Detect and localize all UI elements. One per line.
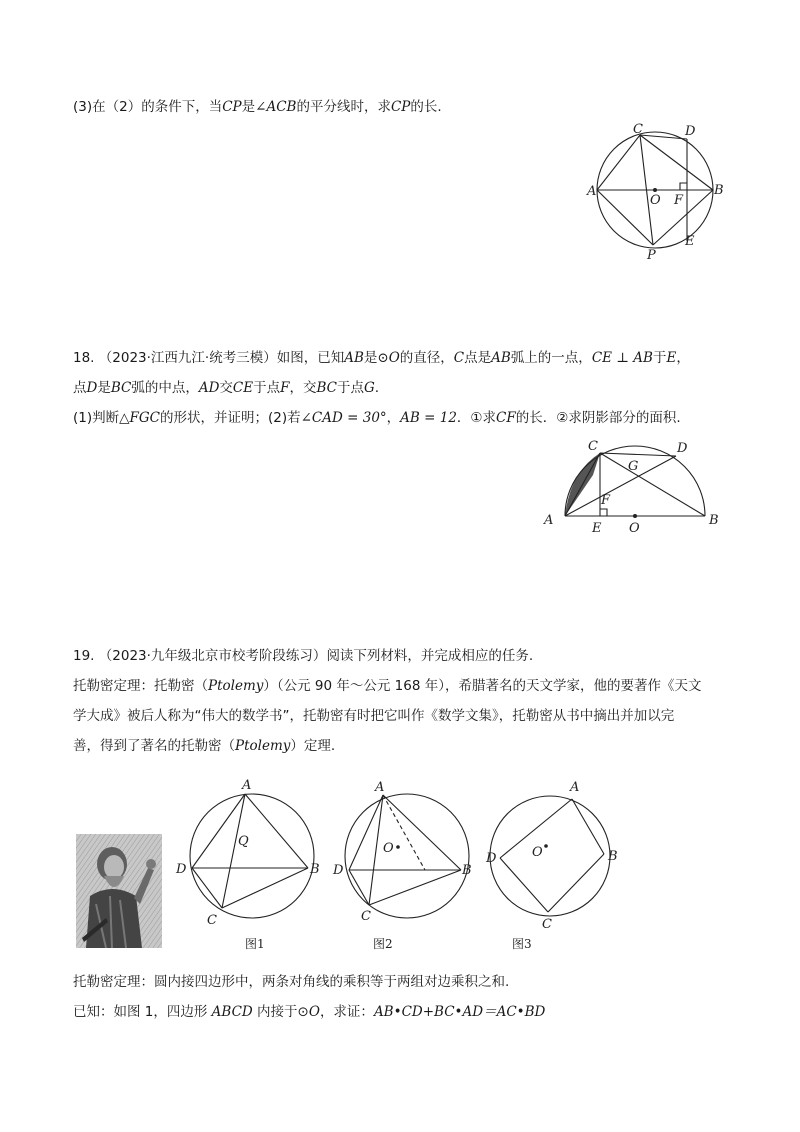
text: ）定理.	[290, 738, 336, 754]
figure-19-3	[480, 774, 640, 956]
text: 是	[97, 380, 111, 396]
label-d: D	[333, 863, 344, 878]
text: 托勒密定理：圆内接四边形中，两条对角线的乘积等于两组对边乘积之和.	[73, 974, 510, 990]
text: 是	[363, 350, 378, 366]
math: ∠CAD = 30°	[300, 410, 387, 426]
figure-19-2	[325, 774, 485, 956]
label-c: C	[633, 122, 643, 137]
math: O	[308, 1004, 320, 1020]
text: 的长．②求阴影部分的面积.	[515, 410, 681, 426]
math: BC	[110, 380, 132, 396]
label-a: A	[570, 780, 580, 795]
label-d: D	[685, 124, 696, 139]
math-cp: CP	[390, 99, 411, 115]
text: ，	[676, 350, 690, 366]
label-a: A	[242, 778, 252, 793]
text: .	[374, 380, 380, 396]
text: ．①求	[456, 410, 497, 426]
math: Ptolemy	[235, 738, 291, 754]
p19-known	[73, 1002, 545, 1022]
label-b: B	[709, 513, 719, 528]
ptolemy-engraving-icon	[76, 834, 162, 948]
p18-line3	[73, 408, 681, 428]
math: CE	[232, 380, 254, 396]
figure-caption: 图2	[373, 937, 393, 951]
label-c: C	[542, 917, 552, 932]
math: F	[280, 380, 290, 396]
math: ABCD	[211, 1004, 253, 1020]
p19-line2	[73, 676, 702, 696]
problem-source: （2023·江西九江·统考三模）	[98, 350, 277, 366]
label-c: C	[361, 909, 371, 924]
label-d: D	[486, 851, 497, 866]
text: 交	[219, 380, 233, 396]
text: 点	[73, 380, 87, 396]
label-d: D	[677, 441, 688, 456]
label-b: B	[608, 849, 618, 864]
math: AD	[198, 380, 220, 396]
math: AB = 12	[400, 410, 457, 426]
math: Ptolemy	[208, 678, 264, 694]
math-formula: AB•CD+BC•AD＝AC•BD	[373, 1004, 546, 1020]
math: CF	[496, 410, 516, 426]
p18-line1	[73, 348, 690, 368]
label-f: F	[674, 193, 684, 208]
label-o: O	[629, 521, 640, 536]
text: (1)判断	[73, 410, 120, 426]
label-a: A	[375, 780, 385, 795]
math: G	[364, 380, 375, 396]
figure-18	[540, 432, 730, 537]
label-e: E	[685, 234, 695, 249]
problem-number: 19.	[73, 648, 95, 664]
text: 的平分线时，求	[296, 99, 391, 115]
text: ，求证：	[319, 1004, 374, 1020]
text: 阅读下列材料，并完成相应的任务.	[326, 648, 534, 664]
math: AB	[344, 350, 364, 366]
label-g: G	[628, 459, 639, 474]
text: 善，得到了著名的托勒密（	[73, 738, 235, 754]
text: 已知：如图 1，四边形	[73, 1004, 212, 1020]
p17-part3	[73, 97, 442, 117]
text: 的长.	[410, 99, 442, 115]
label-o: O	[532, 845, 543, 860]
text: 于点	[253, 380, 281, 396]
problem-source: （2023·九年级北京市校考阶段练习）	[98, 648, 327, 664]
label-a: A	[587, 184, 597, 199]
p19-theorem	[73, 972, 509, 992]
p19-line1	[73, 646, 533, 666]
label-e: E	[592, 521, 602, 536]
figure-19-1	[170, 774, 330, 956]
math: ⊙O	[377, 350, 400, 366]
math: △FGC	[119, 410, 160, 426]
text: 的形状，并证明；(2)若	[160, 410, 301, 426]
text: 学大成》被后人称为“伟大的数学书”，托勒密有时把它叫作《数学文集》，托勒密从书中摘出并加以完	[73, 708, 675, 724]
text: 内接于⊙	[252, 1004, 309, 1020]
p19-line3	[73, 706, 674, 726]
text: 弧的中点，	[131, 380, 199, 396]
label-c: C	[588, 439, 598, 454]
math: C	[453, 350, 465, 366]
text: ，交	[289, 380, 317, 396]
figure-caption: 图1	[245, 937, 265, 951]
label-f: F	[601, 493, 611, 508]
text: 是	[241, 99, 256, 115]
figure-caption: 图3	[512, 937, 532, 951]
ptolemy-portrait	[76, 834, 162, 948]
label-b: B	[714, 183, 724, 198]
label-c: C	[207, 913, 217, 928]
math: CE ⊥ AB	[591, 350, 653, 366]
text: 托勒密定理：托勒密（	[73, 678, 208, 694]
math-cp: CP	[222, 99, 242, 115]
problem-number: 18.	[73, 350, 95, 366]
math: E	[666, 350, 677, 366]
label-o: O	[383, 841, 394, 856]
p18-line2	[73, 378, 379, 398]
text: 弧上的一点，	[510, 350, 592, 366]
text: ）（公元 90 年～公元 168 年），希腊著名的天文学家，他的要著作《天文	[263, 678, 702, 694]
text: 点是	[464, 350, 492, 366]
label-o: O	[650, 193, 661, 208]
label-d: D	[176, 862, 187, 877]
math: D	[86, 380, 98, 396]
label-q: Q	[238, 834, 249, 849]
math: AB	[491, 350, 511, 366]
p19-line4	[73, 736, 335, 756]
figure-17	[585, 120, 725, 265]
text: (3)在（2）的条件下，当	[73, 99, 223, 115]
text: 于	[652, 350, 667, 366]
label-p: P	[647, 248, 656, 263]
text: ，	[386, 410, 401, 426]
math: BC	[316, 380, 337, 396]
math-angle-acb: ∠ACB	[255, 99, 297, 115]
label-b: B	[310, 862, 320, 877]
label-b: B	[462, 863, 472, 878]
text: 如图，已知	[276, 350, 345, 366]
text: 的直径，	[399, 350, 454, 366]
label-a: A	[544, 513, 554, 528]
text: 于点	[337, 380, 364, 396]
